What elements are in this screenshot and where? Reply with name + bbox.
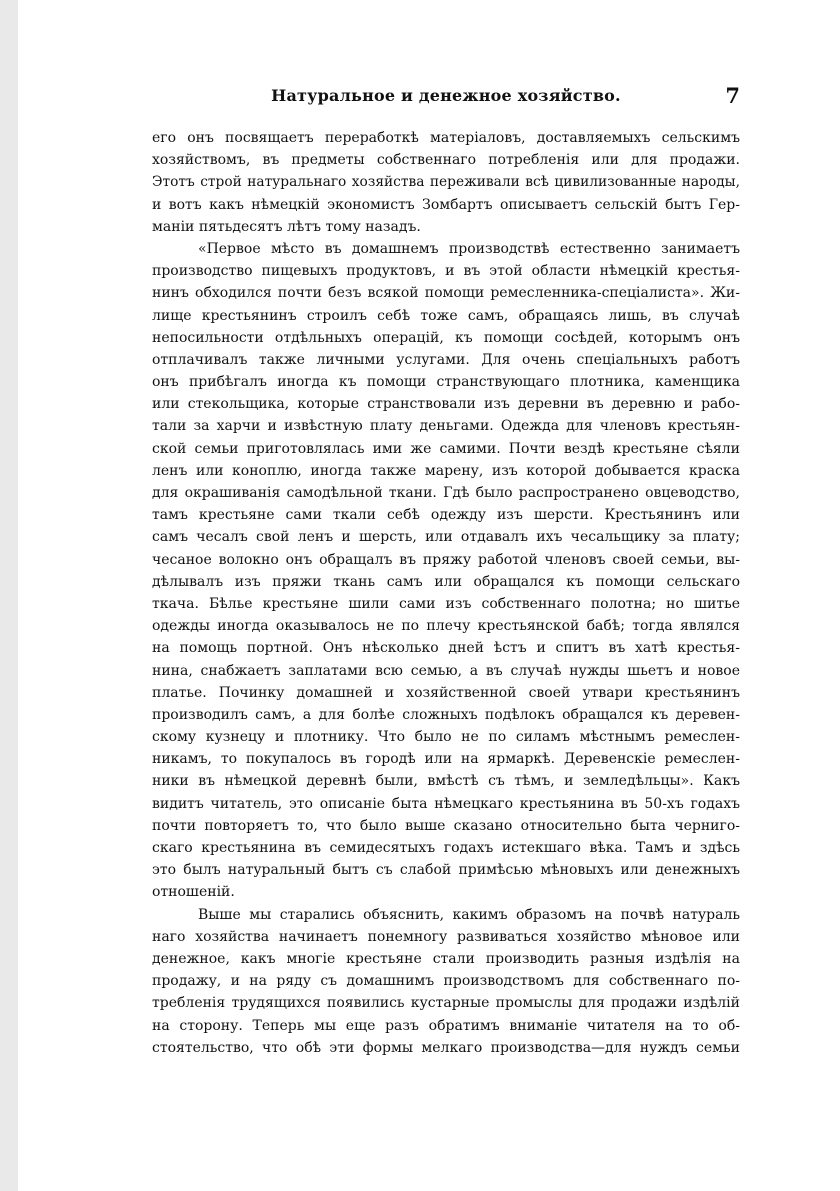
text-line: для окрашиванія самодѣльной ткани. Гдѣ было распространено овцеводство,	[152, 485, 740, 501]
text-line: отплачивалъ также личными услугами. Для очень спеціальныхъ работъ	[152, 351, 740, 368]
text-line: ской семьи приготовлялась ими же самими. Почти вездѣ крестьяне сѣяли	[152, 440, 740, 457]
page-header	[152, 83, 740, 114]
page-number: 7	[725, 83, 740, 108]
text-line: хозяйствомъ, въ предметы собственнаго потребленія или для продажи.	[152, 152, 740, 169]
text-line: требленія трудящихся появились кустарные промыслы для продажи издѣлій	[152, 995, 740, 1012]
text-line: одежды иногда оказывалось не по плечу крестьянской бабѣ; тогда являлся	[152, 618, 740, 635]
body-text	[152, 127, 740, 1059]
text-line: самъ чесалъ свой ленъ и шерсть, или отдавалъ ихъ чесальщику за плату;	[152, 529, 740, 546]
text-line: тали за харчи и извѣстную плату деньгами. Одежда для членовъ крестьян-	[152, 418, 740, 435]
text-line: нина, снабжаетъ заплатами всю семью, а въ случаѣ нужды шьетъ и новое	[152, 662, 740, 679]
text-line: на помощь портной. Онъ нѣсколько дней ѣстъ и спитъ въ хатѣ крестья-	[152, 640, 740, 657]
text-line: онъ прибѣгалъ иногда къ помощи странствующаго плотника, каменщика	[152, 374, 740, 391]
text-line: непосильности отдѣльныхъ операцій, къ помощи сосѣдей, которымъ онъ	[152, 329, 740, 346]
text-line: маніи пятьдесятъ лѣтъ тому назадъ.	[152, 218, 421, 235]
text-line: или стекольщика, которые странствовали изъ деревни въ деревню и рабо-	[152, 396, 740, 413]
text-line: тамъ крестьяне сами ткали себѣ одежду изъ шерсти. Крестьянинъ или	[152, 507, 740, 524]
text-line: это былъ натуральный бытъ съ слабой примѣсью мѣновыхъ или денежныхъ	[152, 862, 740, 879]
text-line: дѣлывалъ изъ пряжи ткань самъ или обращался къ помощи сельскаго	[152, 573, 740, 590]
text-line: производилъ самъ, а для болѣе сложныхъ подѣлокъ обращался къ деревен-	[152, 706, 740, 723]
text-line: денежное, какъ многіе крестьяне стали производить разныя издѣлія на	[152, 950, 740, 967]
running-head: Натуральное и денежное хозяйство.	[271, 86, 621, 105]
text-line: видитъ читатель, это описаніе быта нѣмецкаго крестьянина въ 50-хъ годахъ	[152, 795, 740, 812]
text-line: на сторону. Теперь мы еще разъ обратимъ вниманіе читателя на то об-	[152, 1017, 740, 1034]
text-line: его онъ посвящаетъ переработкѣ матеріаловъ, доставляемыхъ сельскимъ	[152, 130, 740, 146]
text-line: наго хозяйства начинаетъ понемногу развиваться хозяйство мѣновое или	[152, 928, 740, 945]
text-line: ткача. Бѣлье крестьяне шили сами изъ собственнаго полотна; но шитье	[152, 595, 740, 612]
text-line: ленъ или коноплю, иногда также марену, изъ которой добывается краска	[152, 462, 740, 479]
text-line: платье. Починку домашней и хозяйственной своей утвари крестьянинъ	[152, 684, 740, 701]
text-line: и вотъ какъ нѣмецкій экономистъ Зомбартъ описываетъ сельскій бытъ Гер-	[152, 196, 740, 213]
text-line: продажу, и на ряду съ домашнимъ производствомъ для собственнаго по-	[152, 973, 740, 990]
text-line: нинъ обходился почти безъ всякой помощи ремесленника-спеціалиста». Жи-	[152, 285, 740, 302]
text-line: стоятельство, что обѣ эти формы мелкаго производства—для нуждъ семьи	[152, 1039, 740, 1056]
text-line: скому кузнецу и плотнику. Что было не по силамъ мѣстнымъ ремеслен-	[152, 729, 740, 746]
text-line: «Первое мѣсто въ домашнемъ производствѣ естественно занимаетъ	[198, 240, 740, 257]
text-line: никамъ, то покупалось въ городѣ или на ярмаркѣ. Деревенскіе ремеслен-	[152, 751, 740, 768]
text-line: скаго крестьянина въ семидесятыхъ годахъ истекшаго вѣка. Тамъ и здѣсь	[152, 840, 740, 856]
text-line: производство пищевыхъ продуктовъ, и въ этой области нѣмецкій крестья-	[152, 263, 740, 280]
text-line: почти повторяетъ то, что было выше сказано относительно быта черниго-	[152, 817, 740, 834]
text-line: лище крестьянинъ строилъ себѣ тоже самъ, обращаясь лишь, въ случаѣ	[152, 307, 740, 324]
text-line: отношеній.	[152, 884, 235, 901]
text-line: Выше мы старались объяснить, какимъ образомъ на почвѣ натураль	[198, 906, 740, 923]
scan-margin	[0, 0, 18, 1191]
text-line: чесаное волокно онъ обращалъ въ пряжу работой членовъ своей семьи, вы-	[152, 551, 740, 568]
text-line: ники въ нѣмецкой деревнѣ были, вмѣстѣ съ тѣмъ, и земледѣльцы». Какъ	[152, 773, 740, 790]
text-line: Этотъ строй натуральнаго хозяйства переживали всѣ цивилизованные народы,	[152, 174, 740, 191]
